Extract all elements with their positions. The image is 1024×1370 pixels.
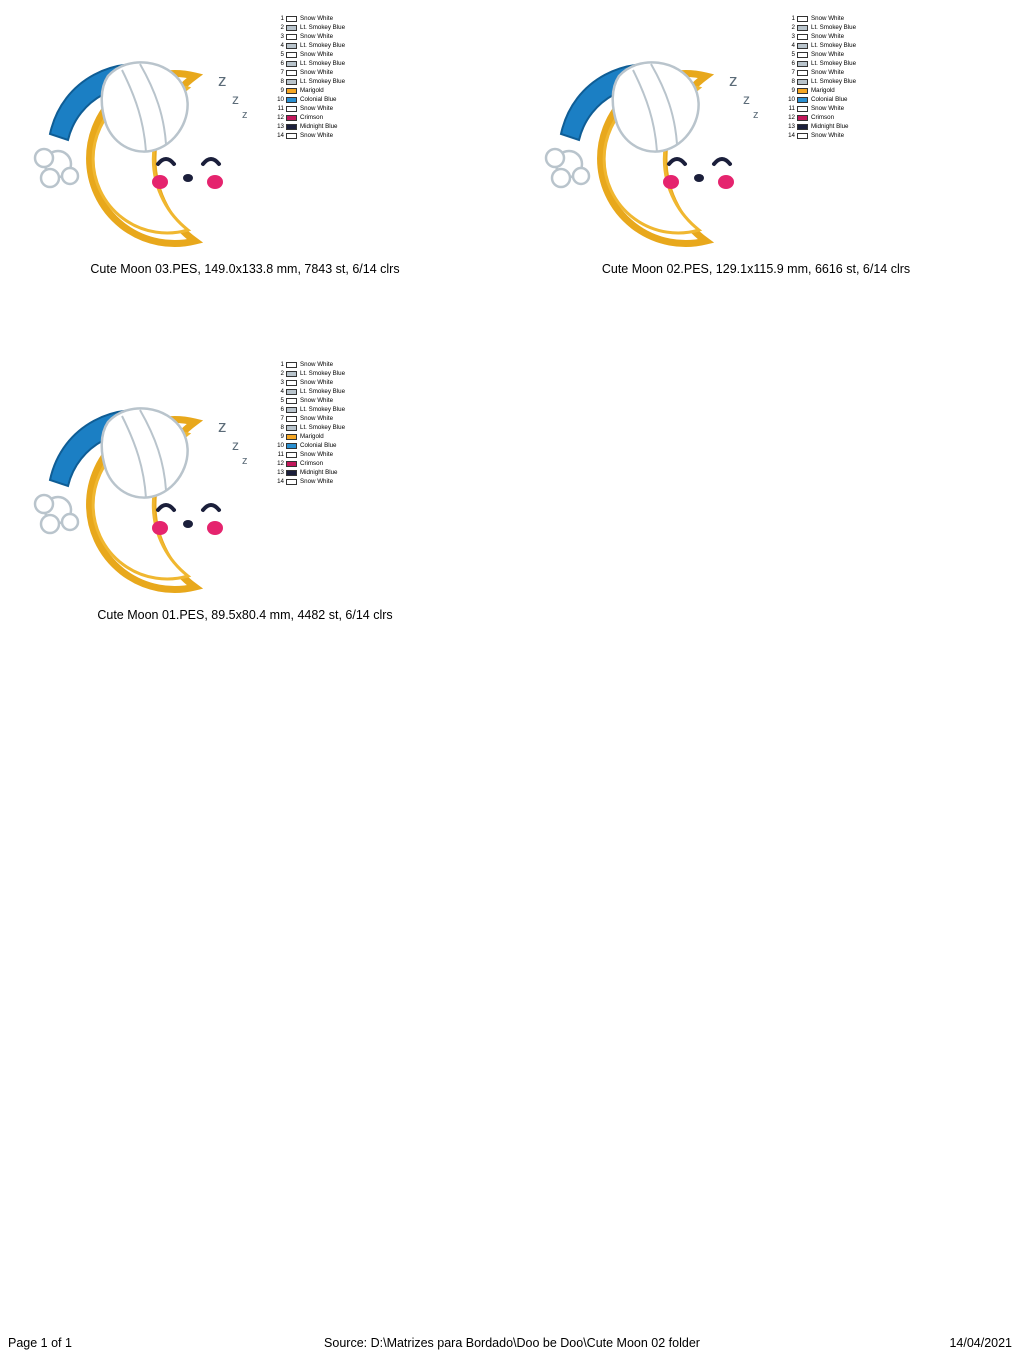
legend-number: 14 [277,478,284,485]
legend-number: 9 [280,433,284,440]
design-block-3 [10,352,480,622]
legend-color-name: Crimson [300,114,324,121]
legend-swatch [286,25,297,31]
legend-swatch [797,79,808,85]
legend-color-name: Lt. Smokey Blue [811,24,857,31]
legend-swatch [286,79,297,85]
legend-row [783,122,873,131]
legend-color-name: Marigold [811,87,835,94]
legend-number: 9 [280,87,284,94]
legend-row [272,41,362,50]
svg-text:z: z [242,455,248,467]
legend-number: 4 [280,388,284,395]
legend-color-name: Snow White [811,69,845,76]
legend-color-name: Snow White [811,132,845,139]
legend-color-name: Lt. Smokey Blue [300,424,346,431]
legend-row [783,32,873,41]
legend-number: 6 [280,406,284,413]
legend-color-name: Snow White [300,379,334,386]
design-block-2 [521,6,991,276]
legend-color-name: Snow White [300,478,334,485]
legend-swatch [286,362,297,368]
legend-number: 4 [280,42,284,49]
legend-row [272,14,362,23]
legend-color-name: Marigold [300,87,324,94]
legend-number: 12 [277,114,284,121]
legend-row [272,459,362,468]
legend-number: 2 [791,24,795,31]
thread-legend-2 [783,14,873,140]
legend-swatch [286,452,297,458]
legend-swatch [286,443,297,449]
thread-legend-1 [272,14,362,140]
legend-color-name: Lt. Smokey Blue [811,42,857,49]
legend-row [272,423,362,432]
legend-number: 1 [280,15,284,22]
source-path: Source: D:\Matrizes para Bordado\Doo be Doo\Cute Moon 02 folder [324,1336,700,1350]
legend-number: 5 [280,397,284,404]
legend-number: 1 [791,15,795,22]
design-caption-1: Cute Moon 03.PES, 149.0x133.8 mm, 7843 st, 6/14 clrs [90,262,400,276]
legend-number: 9 [791,87,795,94]
legend-color-name: Snow White [300,132,334,139]
legend-row [272,414,362,423]
legend-swatch [286,416,297,422]
legend-row [783,104,873,113]
legend-number: 8 [280,78,284,85]
design-block-1 [10,6,480,276]
legend-color-name: Lt. Smokey Blue [300,42,346,49]
legend-swatch [286,61,297,67]
legend-number: 11 [277,451,284,458]
legend-row [783,113,873,122]
legend-color-name: Crimson [811,114,835,121]
legend-color-name: Lt. Smokey Blue [300,370,346,377]
legend-row [272,378,362,387]
legend-swatch [286,70,297,76]
legend-swatch [797,97,808,103]
legend-row [783,23,873,32]
legend-color-name: Snow White [300,361,334,368]
legend-number: 2 [280,370,284,377]
cute-moon-artwork [521,6,821,256]
legend-color-name: Crimson [300,460,324,467]
legend-swatch [797,43,808,49]
legend-number: 3 [280,379,284,386]
legend-number: 7 [791,69,795,76]
legend-color-name: Lt. Smokey Blue [300,388,346,395]
legend-swatch [797,52,808,58]
legend-color-name: Lt. Smokey Blue [300,78,346,85]
legend-row [272,104,362,113]
legend-row [272,387,362,396]
page-number: Page 1 of 1 [8,1336,72,1350]
design-caption-3: Cute Moon 01.PES, 89.5x80.4 mm, 4482 st, 6/14 clrs [97,608,393,622]
legend-number: 10 [277,442,284,449]
legend-number: 7 [280,415,284,422]
legend-row [272,396,362,405]
legend-swatch [797,88,808,94]
legend-swatch [286,371,297,377]
legend-swatch [286,470,297,476]
legend-row [272,50,362,59]
legend-color-name: Snow White [300,451,334,458]
svg-text:z: z [232,91,239,107]
cute-moon-artwork [10,352,310,602]
legend-number: 5 [791,51,795,58]
legend-color-name: Midnight Blue [300,469,338,476]
legend-row [783,131,873,140]
legend-number: 4 [791,42,795,49]
legend-color-name: Snow White [811,33,845,40]
legend-color-name: Snow White [300,105,334,112]
legend-row [272,32,362,41]
svg-text:z: z [242,109,248,121]
legend-number: 12 [277,460,284,467]
legend-swatch [286,124,297,130]
legend-row [783,77,873,86]
svg-text:z: z [753,109,759,121]
legend-number: 11 [788,105,795,112]
legend-number: 14 [277,132,284,139]
legend-number: 8 [791,78,795,85]
legend-swatch [797,124,808,130]
svg-text:z: z [729,71,738,90]
legend-swatch [286,16,297,22]
legend-row [783,41,873,50]
print-date: 14/04/2021 [949,1336,1012,1350]
legend-number: 3 [791,33,795,40]
legend-number: 6 [791,60,795,67]
legend-row [272,432,362,441]
legend-row [272,450,362,459]
legend-row [783,59,873,68]
legend-color-name: Snow White [300,69,334,76]
legend-swatch [286,115,297,121]
legend-number: 1 [280,361,284,368]
legend-color-name: Snow White [811,15,845,22]
legend-row [272,441,362,450]
design-caption-2: Cute Moon 02.PES, 129.1x115.9 mm, 6616 st, 6/14 clrs [601,262,911,276]
legend-color-name: Snow White [300,33,334,40]
legend-swatch [286,43,297,49]
thread-legend-3 [272,360,362,486]
legend-number: 13 [788,123,795,130]
legend-swatch [797,115,808,121]
legend-swatch [797,70,808,76]
legend-swatch [797,133,808,139]
legend-color-name: Snow White [300,15,334,22]
legend-number: 14 [788,132,795,139]
legend-row [272,360,362,369]
design-preview-3 [10,352,346,602]
legend-swatch [797,34,808,40]
legend-row [272,131,362,140]
legend-swatch [286,34,297,40]
legend-row [272,468,362,477]
legend-swatch [286,97,297,103]
legend-number: 6 [280,60,284,67]
legend-row [783,50,873,59]
legend-number: 12 [788,114,795,121]
svg-text:z: z [232,437,239,453]
legend-number: 8 [280,424,284,431]
legend-color-name: Lt. Smokey Blue [811,60,857,67]
legend-swatch [286,88,297,94]
legend-row [272,405,362,414]
legend-color-name: Colonial Blue [811,96,848,103]
legend-row [783,68,873,77]
legend-swatch [797,106,808,112]
legend-number: 3 [280,33,284,40]
legend-color-name: Colonial Blue [300,96,337,103]
legend-number: 11 [277,105,284,112]
legend-color-name: Lt. Smokey Blue [811,78,857,85]
svg-text:z: z [218,417,227,436]
svg-text:z: z [218,71,227,90]
legend-number: 13 [277,123,284,130]
legend-color-name: Snow White [300,397,334,404]
legend-row [272,23,362,32]
legend-number: 7 [280,69,284,76]
legend-swatch [286,106,297,112]
legend-row [272,122,362,131]
legend-row [783,86,873,95]
legend-row [272,86,362,95]
design-preview-2 [521,6,857,256]
legend-number: 10 [788,96,795,103]
legend-number: 2 [280,24,284,31]
legend-color-name: Midnight Blue [300,123,338,130]
legend-color-name: Lt. Smokey Blue [300,60,346,67]
legend-swatch [286,380,297,386]
legend-color-name: Lt. Smokey Blue [300,24,346,31]
legend-swatch [797,61,808,67]
legend-swatch [286,434,297,440]
legend-color-name: Colonial Blue [300,442,337,449]
legend-color-name: Marigold [300,433,324,440]
legend-color-name: Midnight Blue [811,123,849,130]
page-footer [0,1336,1024,1352]
legend-swatch [286,479,297,485]
legend-swatch [797,16,808,22]
svg-text:z: z [743,91,750,107]
legend-color-name: Snow White [811,51,845,58]
legend-number: 13 [277,469,284,476]
legend-row [272,477,362,486]
legend-row [783,95,873,104]
cute-moon-artwork [10,6,310,256]
legend-swatch [286,398,297,404]
legend-row [783,14,873,23]
legend-swatch [797,25,808,31]
design-preview-1 [10,6,346,256]
legend-row [272,95,362,104]
legend-row [272,68,362,77]
legend-row [272,59,362,68]
legend-swatch [286,389,297,395]
legend-swatch [286,52,297,58]
legend-swatch [286,407,297,413]
legend-row [272,113,362,122]
legend-row [272,369,362,378]
legend-color-name: Snow White [300,51,334,58]
legend-number: 10 [277,96,284,103]
legend-color-name: Lt. Smokey Blue [300,406,346,413]
legend-color-name: Snow White [300,415,334,422]
legend-swatch [286,461,297,467]
legend-swatch [286,425,297,431]
legend-number: 5 [280,51,284,58]
legend-row [272,77,362,86]
legend-swatch [286,133,297,139]
legend-color-name: Snow White [811,105,845,112]
